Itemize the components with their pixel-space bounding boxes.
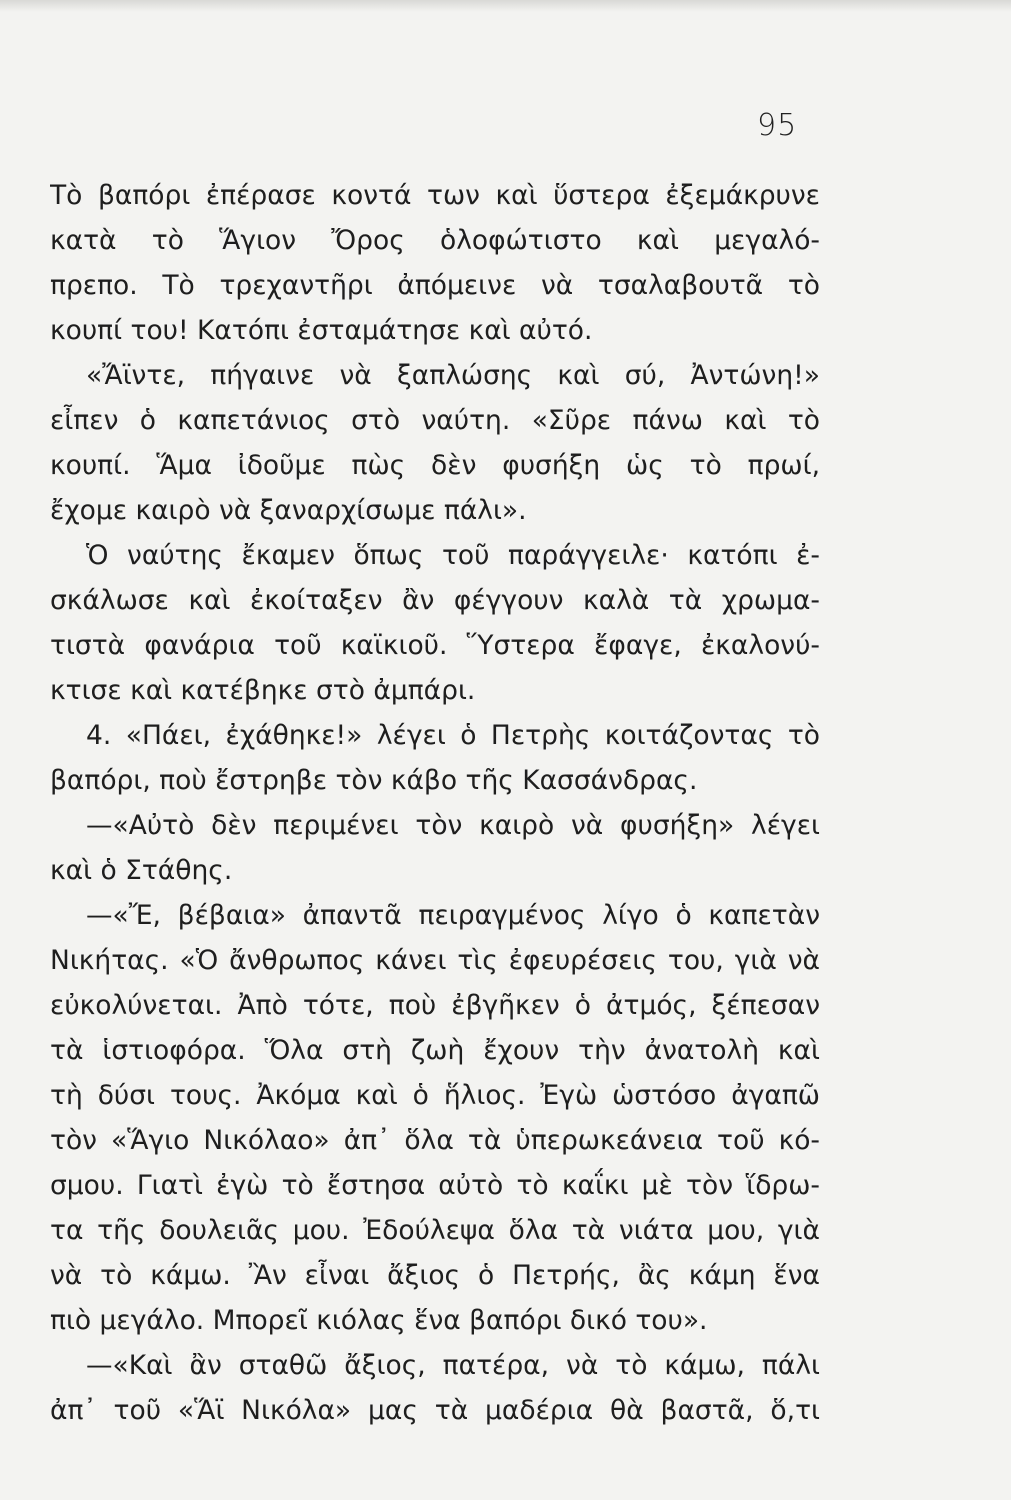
- text-line: «Ἄϊντε, πήγαινε νὰ ξαπλώσης καὶ σύ, Ἀντώνη!»: [86, 360, 820, 391]
- page-number: 95: [757, 108, 798, 143]
- text-line: τὰ ἱστιοφόρα. Ὅλα στὴ ζωὴ ἔχουν τὴν ἀνατολὴ καὶ: [50, 1035, 820, 1066]
- body-text: [50, 173, 820, 1433]
- text-line: καὶ ὁ Στάθης.: [50, 855, 233, 886]
- text-line: σκάλωσε καὶ ἐκοίταξεν ἂν φέγγουν καλὰ τὰ χρωμα-: [50, 585, 820, 616]
- text-line: κουπί. Ἅμα ἰδοῦμε πὼς δὲν φυσήξη ὡς τὸ πρωί,: [50, 450, 820, 481]
- text-line: τὸν «Ἅγιο Νικόλαο» ἀπ᾿ ὅλα τὰ ὑπερωκεάνεια τοῦ κό-: [50, 1125, 820, 1156]
- text-line: εἶπεν ὁ καπετάνιος στὸ ναύτη. «Σῦρε πάνω καὶ τὸ: [50, 405, 820, 436]
- text-line: βαπόρι, ποὺ ἔστρηβε τὸν κάβο τῆς Κασσάνδρας.: [50, 765, 698, 796]
- text-line: πρεπο. Τὸ τρεχαντῆρι ἀπόμεινε νὰ τσαλαβουτᾶ τὸ: [50, 270, 820, 301]
- text-line: σμου. Γιατὶ ἐγὼ τὸ ἔστησα αὐτὸ τὸ καΐκι μὲ τὸν ἵδρω-: [50, 1170, 820, 1201]
- text-line: Ὁ ναύτης ἔκαμεν ὅπως τοῦ παράγγειλε· κατόπι ἐ-: [86, 540, 820, 571]
- text-line: τα τῆς δουλειᾶς μου. Ἐδούλεψα ὅλα τὰ νιάτα μου, γιὰ: [50, 1215, 820, 1246]
- text-line: εὐκολύνεται. Ἀπὸ τότε, ποὺ ἐβγῆκεν ὁ ἀτμός, ξέπεσαν: [50, 990, 820, 1021]
- text-line: κτισε καὶ κατέβηκε στὸ ἀμπάρι.: [50, 675, 476, 706]
- text-line: κουπί του! Κατόπι ἐσταμάτησε καὶ αὐτό.: [50, 315, 593, 346]
- text-line: νὰ τὸ κάμω. Ἂν εἶναι ἄξιος ὁ Πετρής, ἂς κάμη ἕνα: [50, 1260, 820, 1291]
- page-top-shadow: [0, 0, 1011, 12]
- text-line: πιὸ μεγάλο. Μπορεῖ κιόλας ἕνα βαπόρι δικό του».: [50, 1305, 708, 1336]
- text-line: 4. «Πάει, ἐχάθηκε!» λέγει ὁ Πετρὴς κοιτάζοντας τὸ: [86, 720, 820, 751]
- text-line: —«Ἔ, βέβαια» ἀπαντᾶ πειραγμένος λίγο ὁ καπετὰν: [86, 900, 820, 931]
- text-line: ἀπ᾿ τοῦ «Ἅϊ Νικόλα» μας τὰ μαδέρια θὰ βαστᾶ, ὅ,τι: [50, 1395, 820, 1426]
- text-line: τιστὰ φανάρια τοῦ καϊκιοῦ. Ὕστερα ἔφαγε, ἐκαλονύ-: [50, 630, 820, 661]
- text-line: —«Καὶ ἂν σταθῶ ἄξιος, πατέρα, νὰ τὸ κάμω, πάλι: [86, 1350, 820, 1381]
- text-line: Νικήτας. «Ὁ ἄνθρωπος κάνει τὶς ἐφευρέσεις του, γιὰ νὰ: [50, 945, 820, 976]
- text-line: ἔχομε καιρὸ νὰ ξαναρχίσωμε πάλι».: [50, 495, 527, 526]
- text-line: τὴ δύσι τους. Ἀκόμα καὶ ὁ ἥλιος. Ἐγὼ ὡστόσο ἀγαπῶ: [50, 1080, 820, 1111]
- text-line: Τὸ βαπόρι ἐπέρασε κοντά των καὶ ὕστερα ἐξεμάκρυνε: [50, 180, 820, 211]
- text-line: —«Αὐτὸ δὲν περιμένει τὸν καιρὸ νὰ φυσήξη» λέγει: [86, 810, 820, 841]
- text-line: κατὰ τὸ Ἅγιον Ὄρος ὁλοφώτιστο καὶ μεγαλό-: [50, 225, 820, 256]
